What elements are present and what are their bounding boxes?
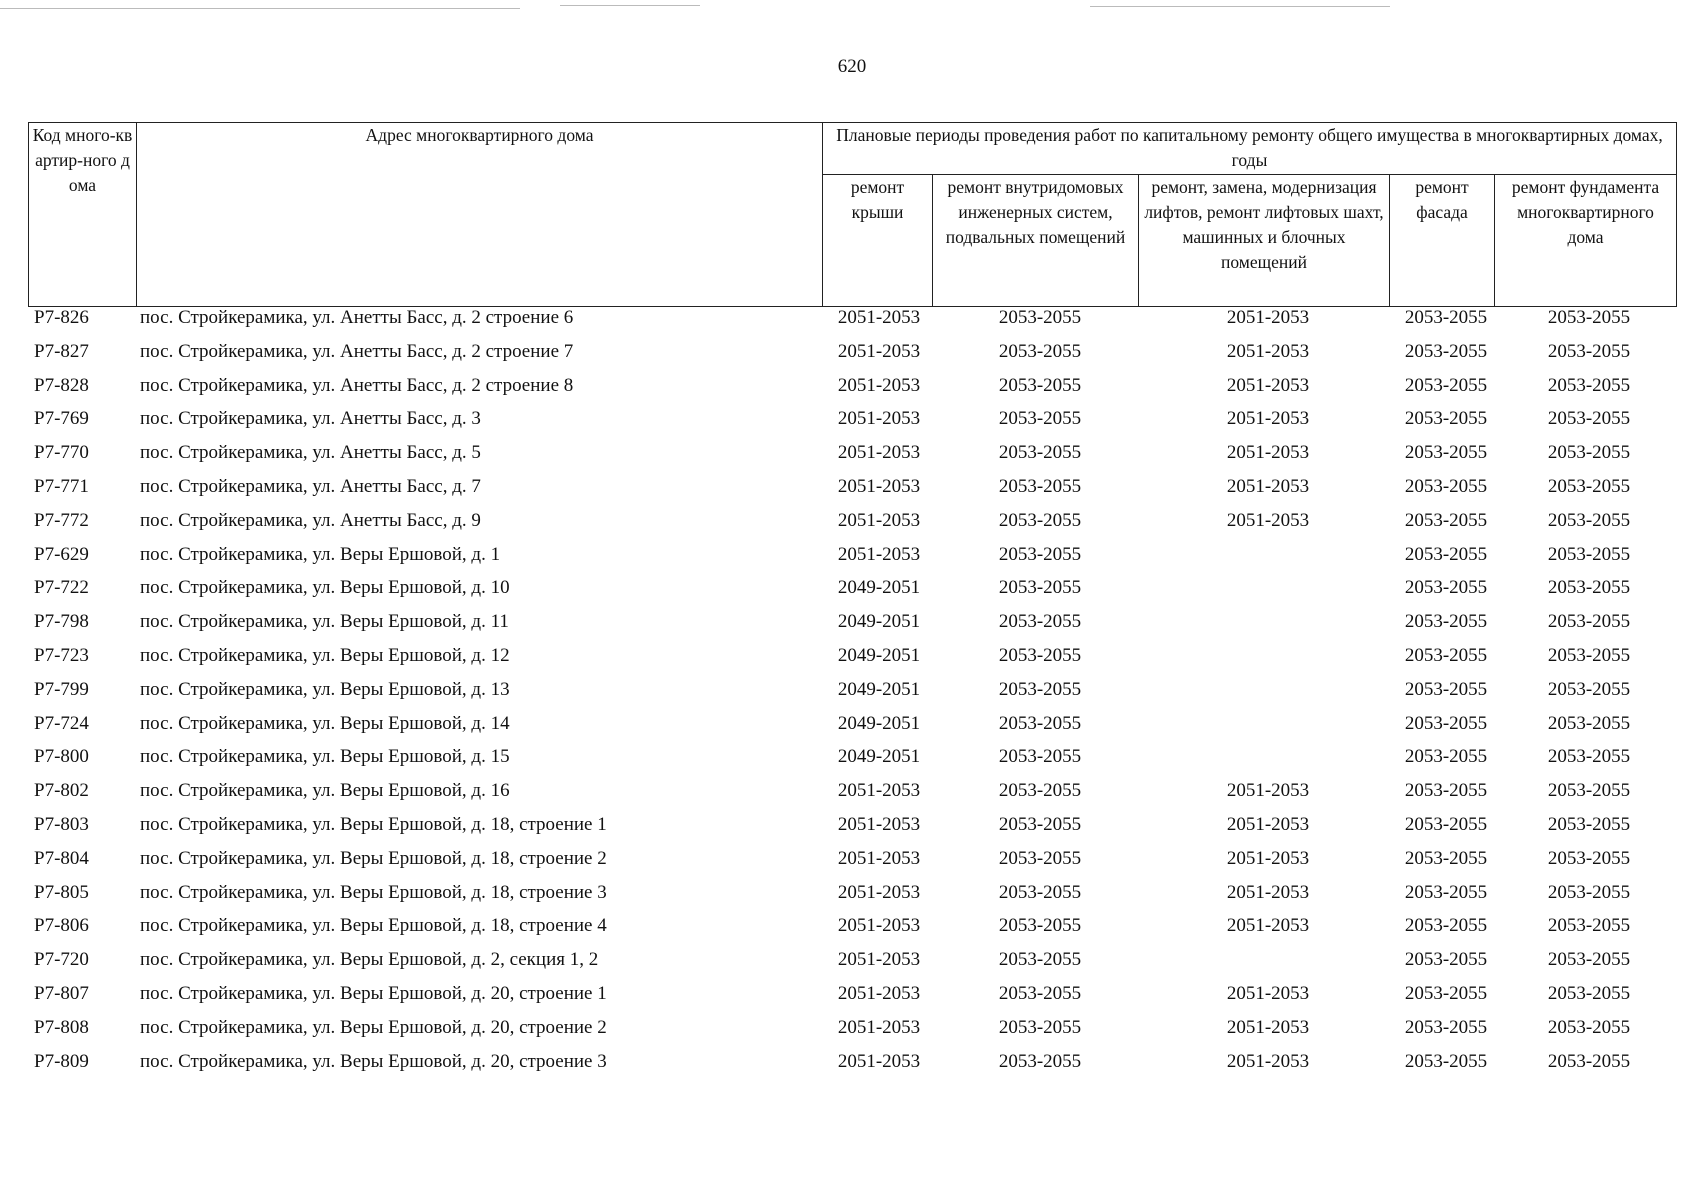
- cell-roof: 2051-2053: [837, 307, 921, 328]
- cell-engineering: 2053-2055: [998, 848, 1082, 869]
- cell-facade: 2053-2055: [1404, 510, 1488, 531]
- cell-address: пос. Стройкерамика, ул. Веры Ершовой, д. 18, строение 3: [140, 882, 607, 903]
- cell-code: Р7-723: [34, 645, 89, 666]
- cell-roof: 2051-2053: [837, 949, 921, 970]
- cell-address: пос. Стройкерамика, ул. Анетты Басс, д. 3: [140, 408, 481, 429]
- cell-address: пос. Стройкерамика, ул. Веры Ершовой, д. 10: [140, 577, 510, 598]
- cell-elevators: 2051-2053: [1226, 442, 1310, 463]
- cell-elevators: 2051-2053: [1226, 375, 1310, 396]
- cell-foundation: 2053-2055: [1547, 983, 1631, 1004]
- cell-foundation: 2053-2055: [1547, 814, 1631, 835]
- cell-elevators: 2051-2053: [1226, 408, 1310, 429]
- cell-engineering: 2053-2055: [998, 611, 1082, 632]
- cell-address: пос. Стройкерамика, ул. Веры Ершовой, д. 20, строение 2: [140, 1017, 607, 1038]
- cell-roof: 2049-2051: [837, 679, 921, 700]
- cell-engineering: 2053-2055: [998, 510, 1082, 531]
- cell-elevators: 2051-2053: [1226, 882, 1310, 903]
- cell-facade: 2053-2055: [1404, 611, 1488, 632]
- table-header: [28, 122, 1677, 307]
- cell-engineering: 2053-2055: [998, 679, 1082, 700]
- cell-roof: 2051-2053: [837, 1051, 921, 1072]
- cell-roof: 2051-2053: [837, 476, 921, 497]
- cell-address: пос. Стройкерамика, ул. Веры Ершовой, д. 11: [140, 611, 509, 632]
- cell-code: Р7-807: [34, 983, 89, 1004]
- cell-roof: 2051-2053: [837, 1017, 921, 1038]
- cell-engineering: 2053-2055: [998, 713, 1082, 734]
- header-address: Адрес многоквартирного дома: [137, 123, 823, 307]
- cell-foundation: 2053-2055: [1547, 713, 1631, 734]
- cell-elevators: 2051-2053: [1226, 1051, 1310, 1072]
- cell-code: Р7-827: [34, 341, 89, 362]
- cell-facade: 2053-2055: [1404, 408, 1488, 429]
- cell-engineering: 2053-2055: [998, 949, 1082, 970]
- page-number: 620: [837, 56, 867, 77]
- cell-address: пос. Стройкерамика, ул. Веры Ершовой, д. 14: [140, 713, 510, 734]
- cell-engineering: 2053-2055: [998, 915, 1082, 936]
- cell-address: пос. Стройкерамика, ул. Веры Ершовой, д. 13: [140, 679, 510, 700]
- cell-engineering: 2053-2055: [998, 307, 1082, 328]
- cell-foundation: 2053-2055: [1547, 949, 1631, 970]
- cell-facade: 2053-2055: [1404, 577, 1488, 598]
- cell-elevators: 2051-2053: [1226, 1017, 1310, 1038]
- cell-address: пос. Стройкерамика, ул. Анетты Басс, д. 9: [140, 510, 481, 531]
- cell-elevators: 2051-2053: [1226, 307, 1310, 328]
- cell-address: пос. Стройкерамика, ул. Веры Ершовой, д. 20, строение 3: [140, 1051, 607, 1072]
- cell-elevators: 2051-2053: [1226, 983, 1310, 1004]
- cell-engineering: 2053-2055: [998, 746, 1082, 767]
- header-code: Код много-квартир-ного дома: [29, 123, 137, 307]
- cell-facade: 2053-2055: [1404, 1017, 1488, 1038]
- cell-code: Р7-724: [34, 713, 89, 734]
- cell-engineering: 2053-2055: [998, 645, 1082, 666]
- cell-roof: 2051-2053: [837, 882, 921, 903]
- cell-facade: 2053-2055: [1404, 882, 1488, 903]
- cell-roof: 2051-2053: [837, 814, 921, 835]
- cell-foundation: 2053-2055: [1547, 307, 1631, 328]
- cell-address: пос. Стройкерамика, ул. Веры Ершовой, д. 15: [140, 746, 510, 767]
- cell-code: Р7-802: [34, 780, 89, 801]
- cell-address: пос. Стройкерамика, ул. Веры Ершовой, д. 20, строение 1: [140, 983, 607, 1004]
- cell-address: пос. Стройкерамика, ул. Веры Ершовой, д. 1: [140, 544, 501, 565]
- cell-code: Р7-770: [34, 442, 89, 463]
- cell-roof: 2049-2051: [837, 577, 921, 598]
- cell-address: пос. Стройкерамика, ул. Веры Ершовой, д. 12: [140, 645, 510, 666]
- cell-foundation: 2053-2055: [1547, 476, 1631, 497]
- cell-address: пос. Стройкерамика, ул. Веры Ершовой, д. 16: [140, 780, 510, 801]
- scan-artifact-line: [560, 5, 700, 6]
- cell-address: пос. Стройкерамика, ул. Веры Ершовой, д. 18, строение 2: [140, 848, 607, 869]
- cell-facade: 2053-2055: [1404, 746, 1488, 767]
- cell-code: Р7-806: [34, 915, 89, 936]
- cell-foundation: 2053-2055: [1547, 679, 1631, 700]
- header-periods: Плановые периоды проведения работ по капитальному ремонту общего имущества в многоквартирных домах, годы: [823, 123, 1677, 175]
- cell-roof: 2049-2051: [837, 746, 921, 767]
- cell-engineering: 2053-2055: [998, 375, 1082, 396]
- cell-elevators: 2051-2053: [1226, 476, 1310, 497]
- cell-facade: 2053-2055: [1404, 848, 1488, 869]
- cell-code: Р7-828: [34, 375, 89, 396]
- cell-roof: 2049-2051: [837, 611, 921, 632]
- cell-facade: 2053-2055: [1404, 645, 1488, 666]
- scan-artifact-line: [1090, 6, 1390, 7]
- cell-elevators: 2051-2053: [1226, 915, 1310, 936]
- header-foundation: ремонт фундамента многоквартирного дома: [1495, 175, 1677, 307]
- cell-elevators: 2051-2053: [1226, 848, 1310, 869]
- cell-engineering: 2053-2055: [998, 780, 1082, 801]
- cell-code: Р7-803: [34, 814, 89, 835]
- header-facade: ремонт фасада: [1390, 175, 1495, 307]
- cell-facade: 2053-2055: [1404, 713, 1488, 734]
- cell-foundation: 2053-2055: [1547, 1051, 1631, 1072]
- cell-code: Р7-772: [34, 510, 89, 531]
- cell-engineering: 2053-2055: [998, 577, 1082, 598]
- cell-code: Р7-720: [34, 949, 89, 970]
- cell-facade: 2053-2055: [1404, 375, 1488, 396]
- cell-engineering: 2053-2055: [998, 882, 1082, 903]
- cell-address: пос. Стройкерамика, ул. Веры Ершовой, д. 18, строение 1: [140, 814, 607, 835]
- cell-address: пос. Стройкерамика, ул. Веры Ершовой, д. 18, строение 4: [140, 915, 607, 936]
- cell-code: Р7-771: [34, 476, 89, 497]
- cell-roof: 2051-2053: [837, 442, 921, 463]
- cell-foundation: 2053-2055: [1547, 882, 1631, 903]
- cell-engineering: 2053-2055: [998, 1017, 1082, 1038]
- cell-roof: 2051-2053: [837, 983, 921, 1004]
- cell-facade: 2053-2055: [1404, 915, 1488, 936]
- cell-foundation: 2053-2055: [1547, 915, 1631, 936]
- scan-artifact-line: [0, 8, 520, 9]
- cell-code: Р7-799: [34, 679, 89, 700]
- cell-foundation: 2053-2055: [1547, 1017, 1631, 1038]
- cell-foundation: 2053-2055: [1547, 848, 1631, 869]
- cell-address: пос. Стройкерамика, ул. Анетты Басс, д. 2 строение 8: [140, 375, 574, 396]
- cell-elevators: 2051-2053: [1226, 341, 1310, 362]
- cell-engineering: 2053-2055: [998, 814, 1082, 835]
- cell-engineering: 2053-2055: [998, 408, 1082, 429]
- cell-code: Р7-809: [34, 1051, 89, 1072]
- cell-code: Р7-629: [34, 544, 89, 565]
- cell-code: Р7-798: [34, 611, 89, 632]
- cell-elevators: 2051-2053: [1226, 510, 1310, 531]
- cell-roof: 2051-2053: [837, 510, 921, 531]
- cell-facade: 2053-2055: [1404, 814, 1488, 835]
- cell-engineering: 2053-2055: [998, 1051, 1082, 1072]
- cell-roof: 2051-2053: [837, 375, 921, 396]
- cell-elevators: 2051-2053: [1226, 814, 1310, 835]
- cell-roof: 2051-2053: [837, 780, 921, 801]
- cell-roof: 2049-2051: [837, 713, 921, 734]
- cell-address: пос. Стройкерамика, ул. Анетты Басс, д. 2 строение 6: [140, 307, 574, 328]
- cell-foundation: 2053-2055: [1547, 442, 1631, 463]
- cell-facade: 2053-2055: [1404, 1051, 1488, 1072]
- cell-roof: 2051-2053: [837, 408, 921, 429]
- cell-foundation: 2053-2055: [1547, 544, 1631, 565]
- cell-facade: 2053-2055: [1404, 544, 1488, 565]
- cell-code: Р7-808: [34, 1017, 89, 1038]
- cell-engineering: 2053-2055: [998, 544, 1082, 565]
- cell-foundation: 2053-2055: [1547, 746, 1631, 767]
- cell-engineering: 2053-2055: [998, 442, 1082, 463]
- cell-foundation: 2053-2055: [1547, 510, 1631, 531]
- cell-roof: 2051-2053: [837, 848, 921, 869]
- cell-roof: 2051-2053: [837, 341, 921, 362]
- cell-facade: 2053-2055: [1404, 476, 1488, 497]
- cell-address: пос. Стройкерамика, ул. Анетты Басс, д. 7: [140, 476, 481, 497]
- cell-roof: 2051-2053: [837, 544, 921, 565]
- cell-facade: 2053-2055: [1404, 780, 1488, 801]
- cell-code: Р7-769: [34, 408, 89, 429]
- cell-code: Р7-722: [34, 577, 89, 598]
- cell-facade: 2053-2055: [1404, 949, 1488, 970]
- cell-facade: 2053-2055: [1404, 983, 1488, 1004]
- cell-foundation: 2053-2055: [1547, 341, 1631, 362]
- cell-engineering: 2053-2055: [998, 341, 1082, 362]
- cell-roof: 2049-2051: [837, 645, 921, 666]
- cell-code: Р7-826: [34, 307, 89, 328]
- cell-engineering: 2053-2055: [998, 983, 1082, 1004]
- cell-engineering: 2053-2055: [998, 476, 1082, 497]
- cell-elevators: 2051-2053: [1226, 780, 1310, 801]
- cell-code: Р7-800: [34, 746, 89, 767]
- cell-foundation: 2053-2055: [1547, 611, 1631, 632]
- cell-foundation: 2053-2055: [1547, 645, 1631, 666]
- cell-address: пос. Стройкерамика, ул. Анетты Басс, д. 2 строение 7: [140, 341, 574, 362]
- header-roof: ремонт крыши: [823, 175, 933, 307]
- cell-address: пос. Стройкерамика, ул. Анетты Басс, д. 5: [140, 442, 481, 463]
- cell-code: Р7-804: [34, 848, 89, 869]
- cell-foundation: 2053-2055: [1547, 577, 1631, 598]
- cell-facade: 2053-2055: [1404, 442, 1488, 463]
- cell-facade: 2053-2055: [1404, 679, 1488, 700]
- cell-address: пос. Стройкерамика, ул. Веры Ершовой, д. 2, секция 1, 2: [140, 949, 599, 970]
- cell-roof: 2051-2053: [837, 915, 921, 936]
- cell-foundation: 2053-2055: [1547, 780, 1631, 801]
- header-elevators: ремонт, замена, модернизация лифтов, ремонт лифтовых шахт, машинных и блочных помещений: [1139, 175, 1390, 307]
- cell-facade: 2053-2055: [1404, 307, 1488, 328]
- cell-code: Р7-805: [34, 882, 89, 903]
- cell-foundation: 2053-2055: [1547, 408, 1631, 429]
- cell-foundation: 2053-2055: [1547, 375, 1631, 396]
- cell-facade: 2053-2055: [1404, 341, 1488, 362]
- header-engineering: ремонт внутридомовых инженерных систем, подвальных помещений: [933, 175, 1139, 307]
